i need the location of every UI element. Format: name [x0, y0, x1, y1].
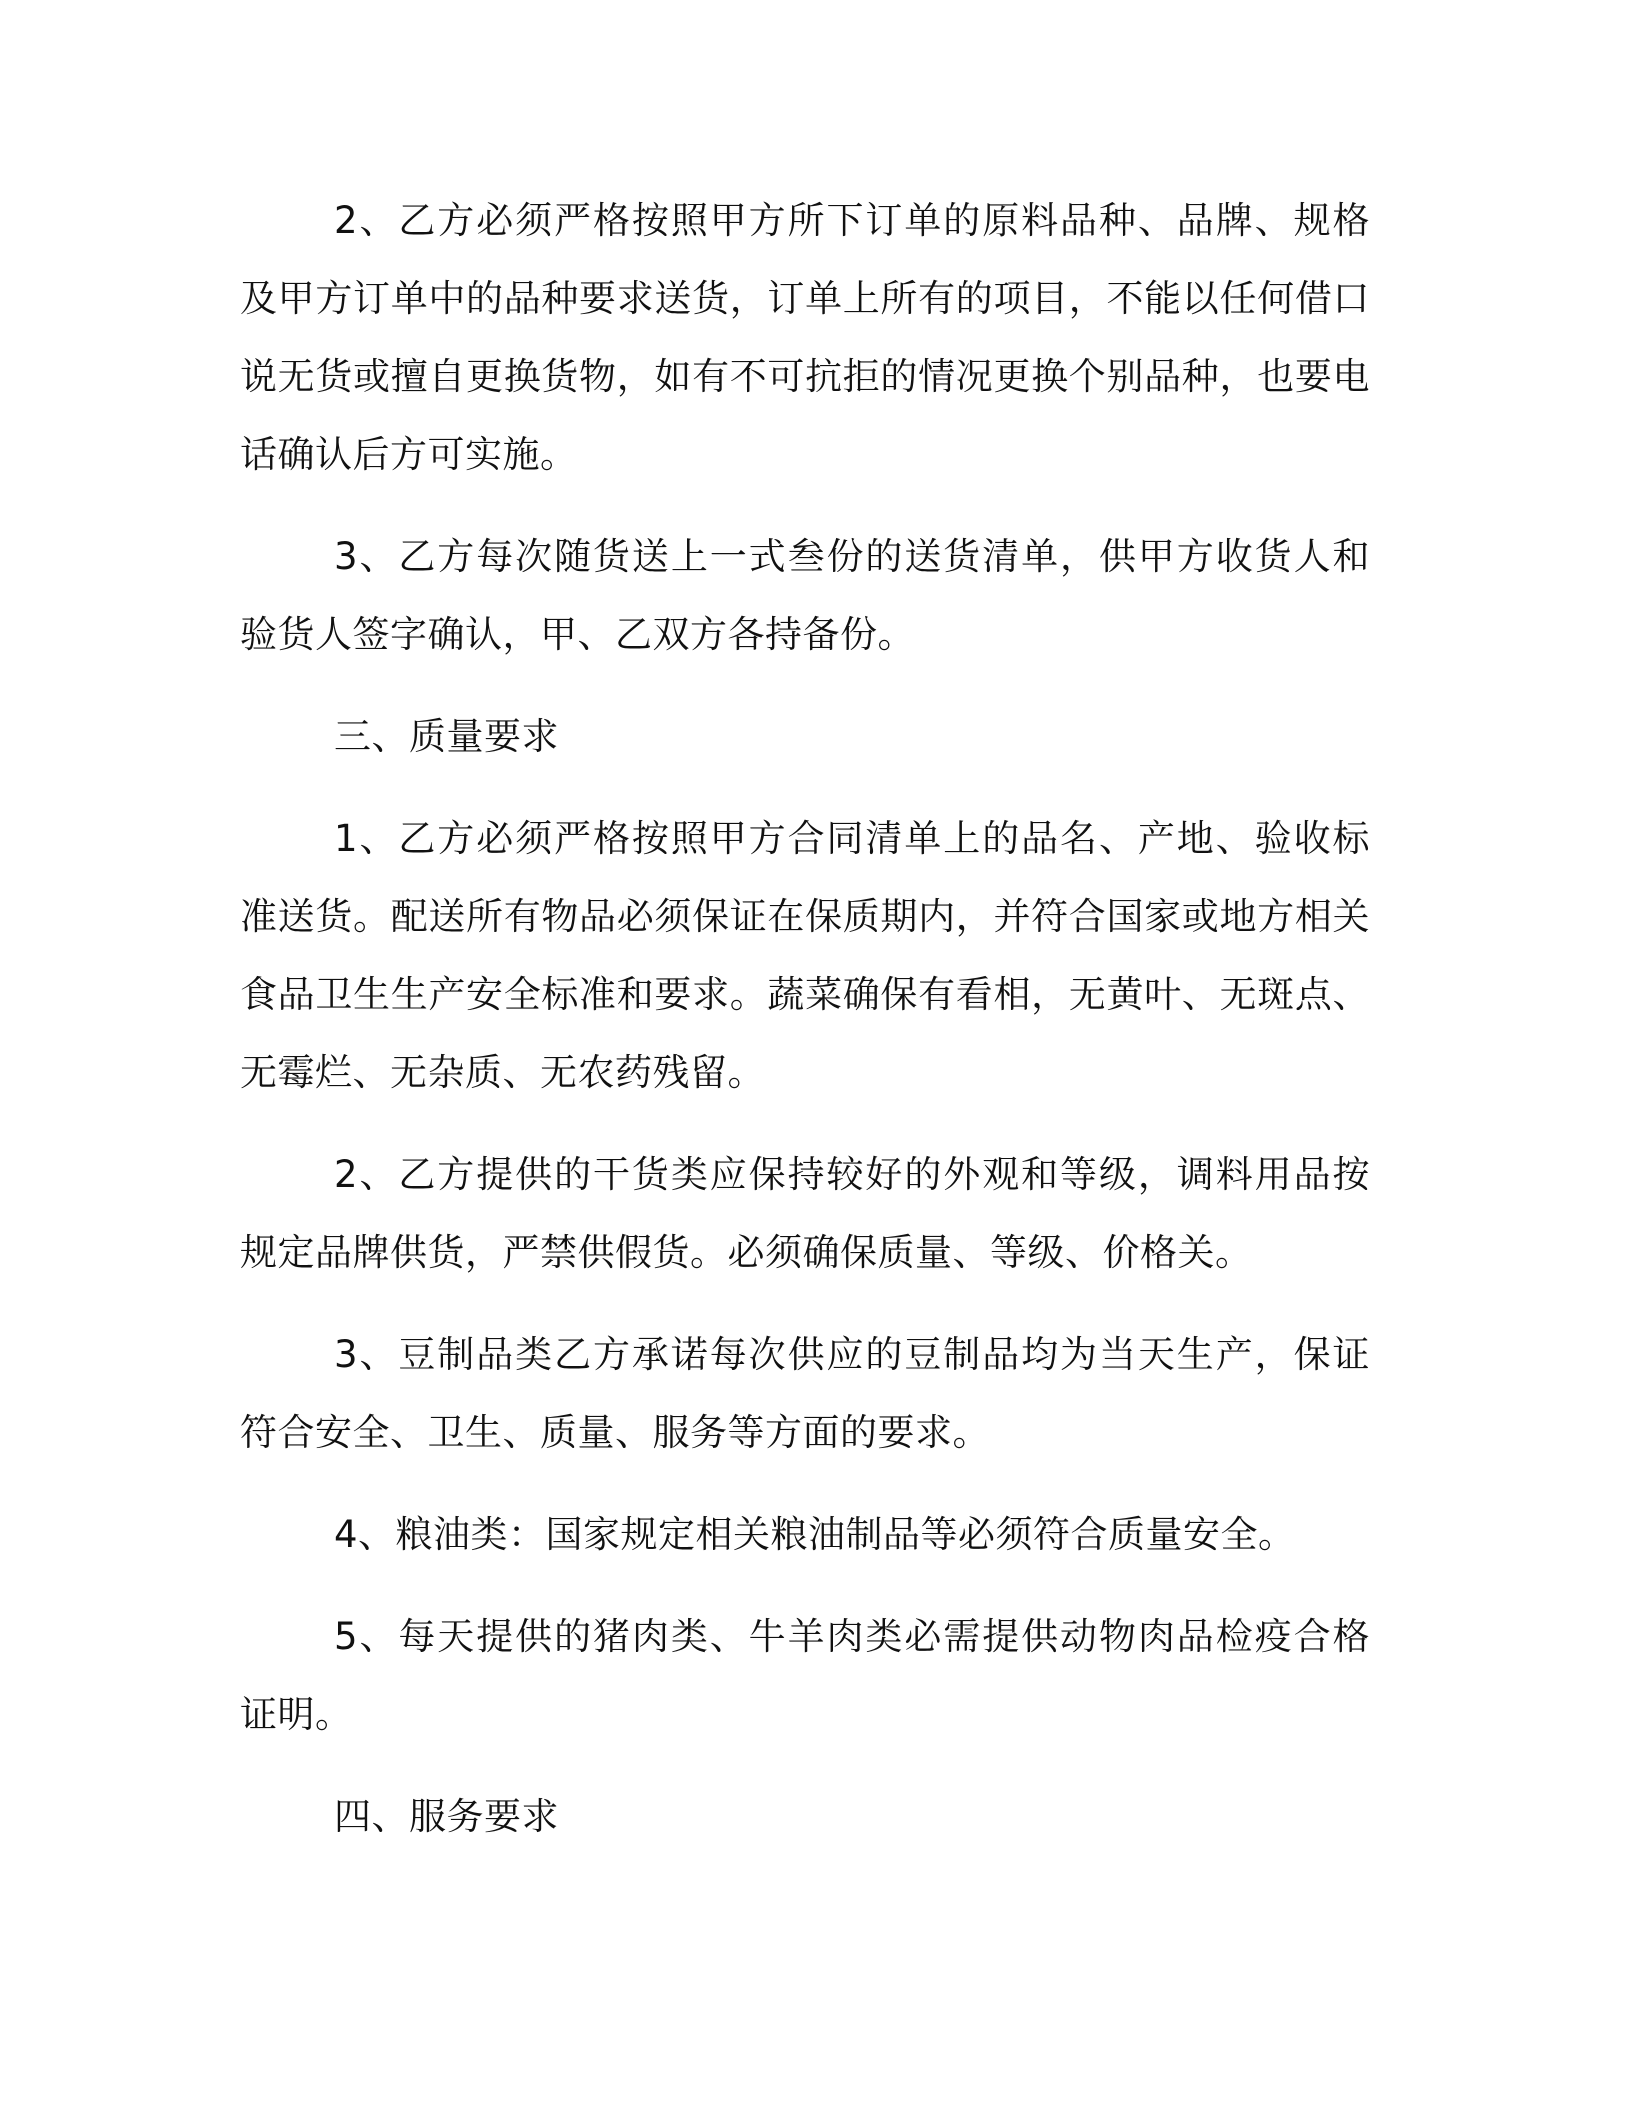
- clause-3-delivery-list: 3、乙方每次随货送上一式叁份的送货清单，供甲方收货人和验货人签字确认，甲、乙双方各持备份。: [240, 535, 1370, 656]
- quality-clause-5: 5、每天提供的猪肉类、牛羊肉类必需提供动物肉品检疫合格证明。: [240, 1615, 1370, 1736]
- document-page: [240, 182, 1370, 1856]
- section-heading-quality-requirements: 三、质量要求: [334, 715, 559, 758]
- quality-clause-3: 3、豆制品类乙方承诺每次供应的豆制品均为当天生产，保证符合安全、卫生、质量、服务等方面的要求。: [240, 1333, 1370, 1454]
- quality-clause-2: 2、乙方提供的干货类应保持较好的外观和等级，调料用品按规定品牌供货，严禁供假货。必须确保质量、等级、价格关。: [240, 1153, 1370, 1274]
- quality-clause-4: 4、粮油类：国家规定相关粮油制品等必须符合质量安全。: [334, 1513, 1296, 1556]
- clause-2-order-compliance: 2、乙方必须严格按照甲方所下订单的原料品种、品牌、规格及甲方订单中的品种要求送货，订单上所有的项目，不能以任何借口说无货或擅自更换货物，如有不可抗拒的情况更换个别品种，也要电话确认后方可实施。: [240, 199, 1370, 476]
- quality-clause-1: 1、乙方必须严格按照甲方合同清单上的品名、产地、验收标准送货。配送所有物品必须保证在保质期内，并符合国家或地方相关食品卫生生产安全标准和要求。蔬菜确保有看相，无黄叶、无斑点、无霉烂、无杂质、无农药残留。: [240, 817, 1370, 1094]
- section-heading-service-requirements: 四、服务要求: [334, 1795, 559, 1838]
